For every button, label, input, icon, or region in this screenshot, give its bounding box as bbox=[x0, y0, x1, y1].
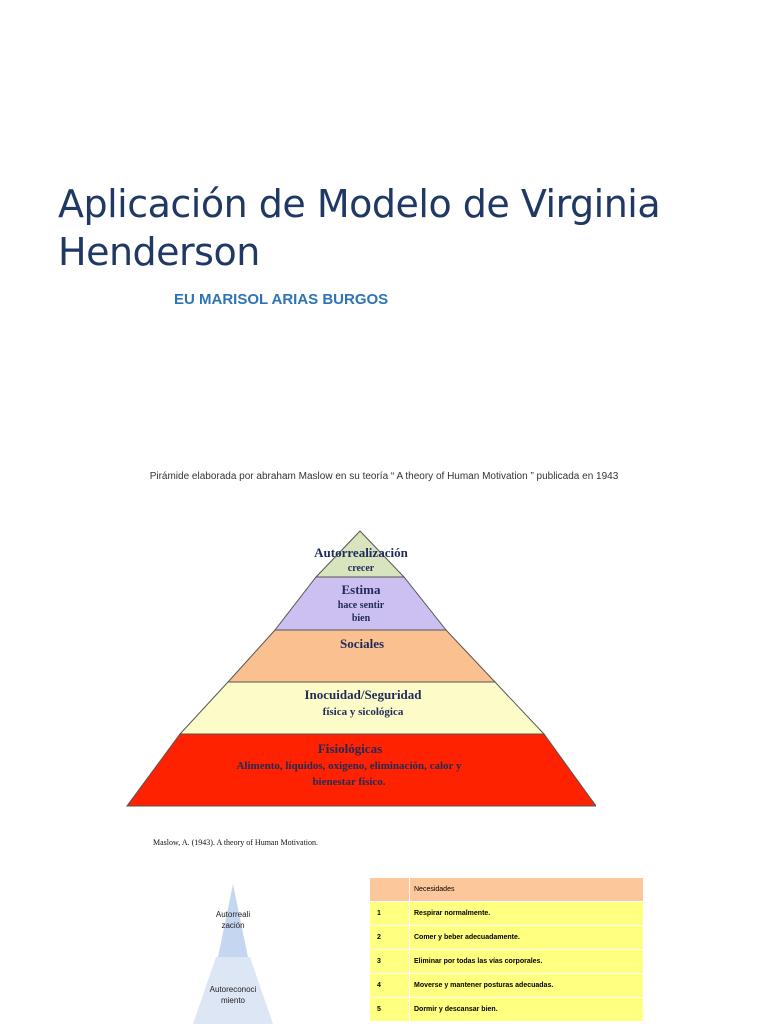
level-desc: bien bbox=[351, 613, 371, 624]
level-name: Inocuidad/Seguridad bbox=[304, 687, 422, 702]
row-number: 5 bbox=[370, 998, 410, 1022]
level-desc: crecer bbox=[347, 563, 375, 574]
mini-pyramid bbox=[190, 883, 276, 1024]
level-desc: Alimento, líquidos, oxigeno, eliminación, calor y bbox=[236, 760, 462, 772]
row-text: Eliminar por todas las vías corporales. bbox=[410, 950, 644, 974]
row-number: 3 bbox=[370, 950, 410, 974]
level-name: Estima bbox=[341, 582, 381, 597]
row-text: Moverse y mantener posturas adecuadas. bbox=[410, 974, 644, 998]
table-header-cell bbox=[370, 878, 410, 902]
row-text: Respirar normalmente. bbox=[410, 902, 644, 926]
maslow-pyramid bbox=[124, 528, 596, 810]
pyramid-caption: Pirámide elaborada por abraham Maslow en su teoría “ A theory of Human Motivation ” publicada en 1943 bbox=[149, 471, 619, 482]
level-desc: hace sentir bbox=[337, 600, 385, 611]
row-text: Comer y beber adecuadamente. bbox=[410, 926, 644, 950]
row-number: 2 bbox=[370, 926, 410, 950]
level-name: Fisiológicas bbox=[317, 741, 383, 756]
mini-level-label: zación bbox=[221, 921, 245, 930]
mini-level-label: miento bbox=[220, 996, 246, 1005]
row-number: 4 bbox=[370, 974, 410, 998]
table-row bbox=[370, 926, 644, 950]
level-desc: bienestar físico. bbox=[312, 776, 386, 788]
citation: Maslow, A. (1943). A theory of Human Motivation. bbox=[153, 838, 319, 847]
level-name: Autorrealización bbox=[314, 545, 408, 560]
mini-level-label: Autoreconoci bbox=[209, 985, 257, 994]
table-row bbox=[370, 998, 644, 1022]
needs-table bbox=[369, 877, 644, 1022]
mini-level-label: Autorreali bbox=[215, 910, 251, 919]
table-header-cell: Necesidades bbox=[410, 878, 644, 902]
author: EU MARISOL ARIAS BURGOS bbox=[174, 291, 389, 308]
page-title: Aplicación de Modelo de Virginia Henderson bbox=[58, 182, 661, 274]
table-row bbox=[370, 974, 644, 998]
table-header-row bbox=[370, 878, 644, 902]
level-desc: física y sicológica bbox=[322, 706, 404, 718]
level-name: Sociales bbox=[339, 636, 385, 651]
row-text: Dormir y descansar bien. bbox=[410, 998, 644, 1022]
table-row bbox=[370, 950, 644, 974]
row-number: 1 bbox=[370, 902, 410, 926]
table-row bbox=[370, 902, 644, 926]
